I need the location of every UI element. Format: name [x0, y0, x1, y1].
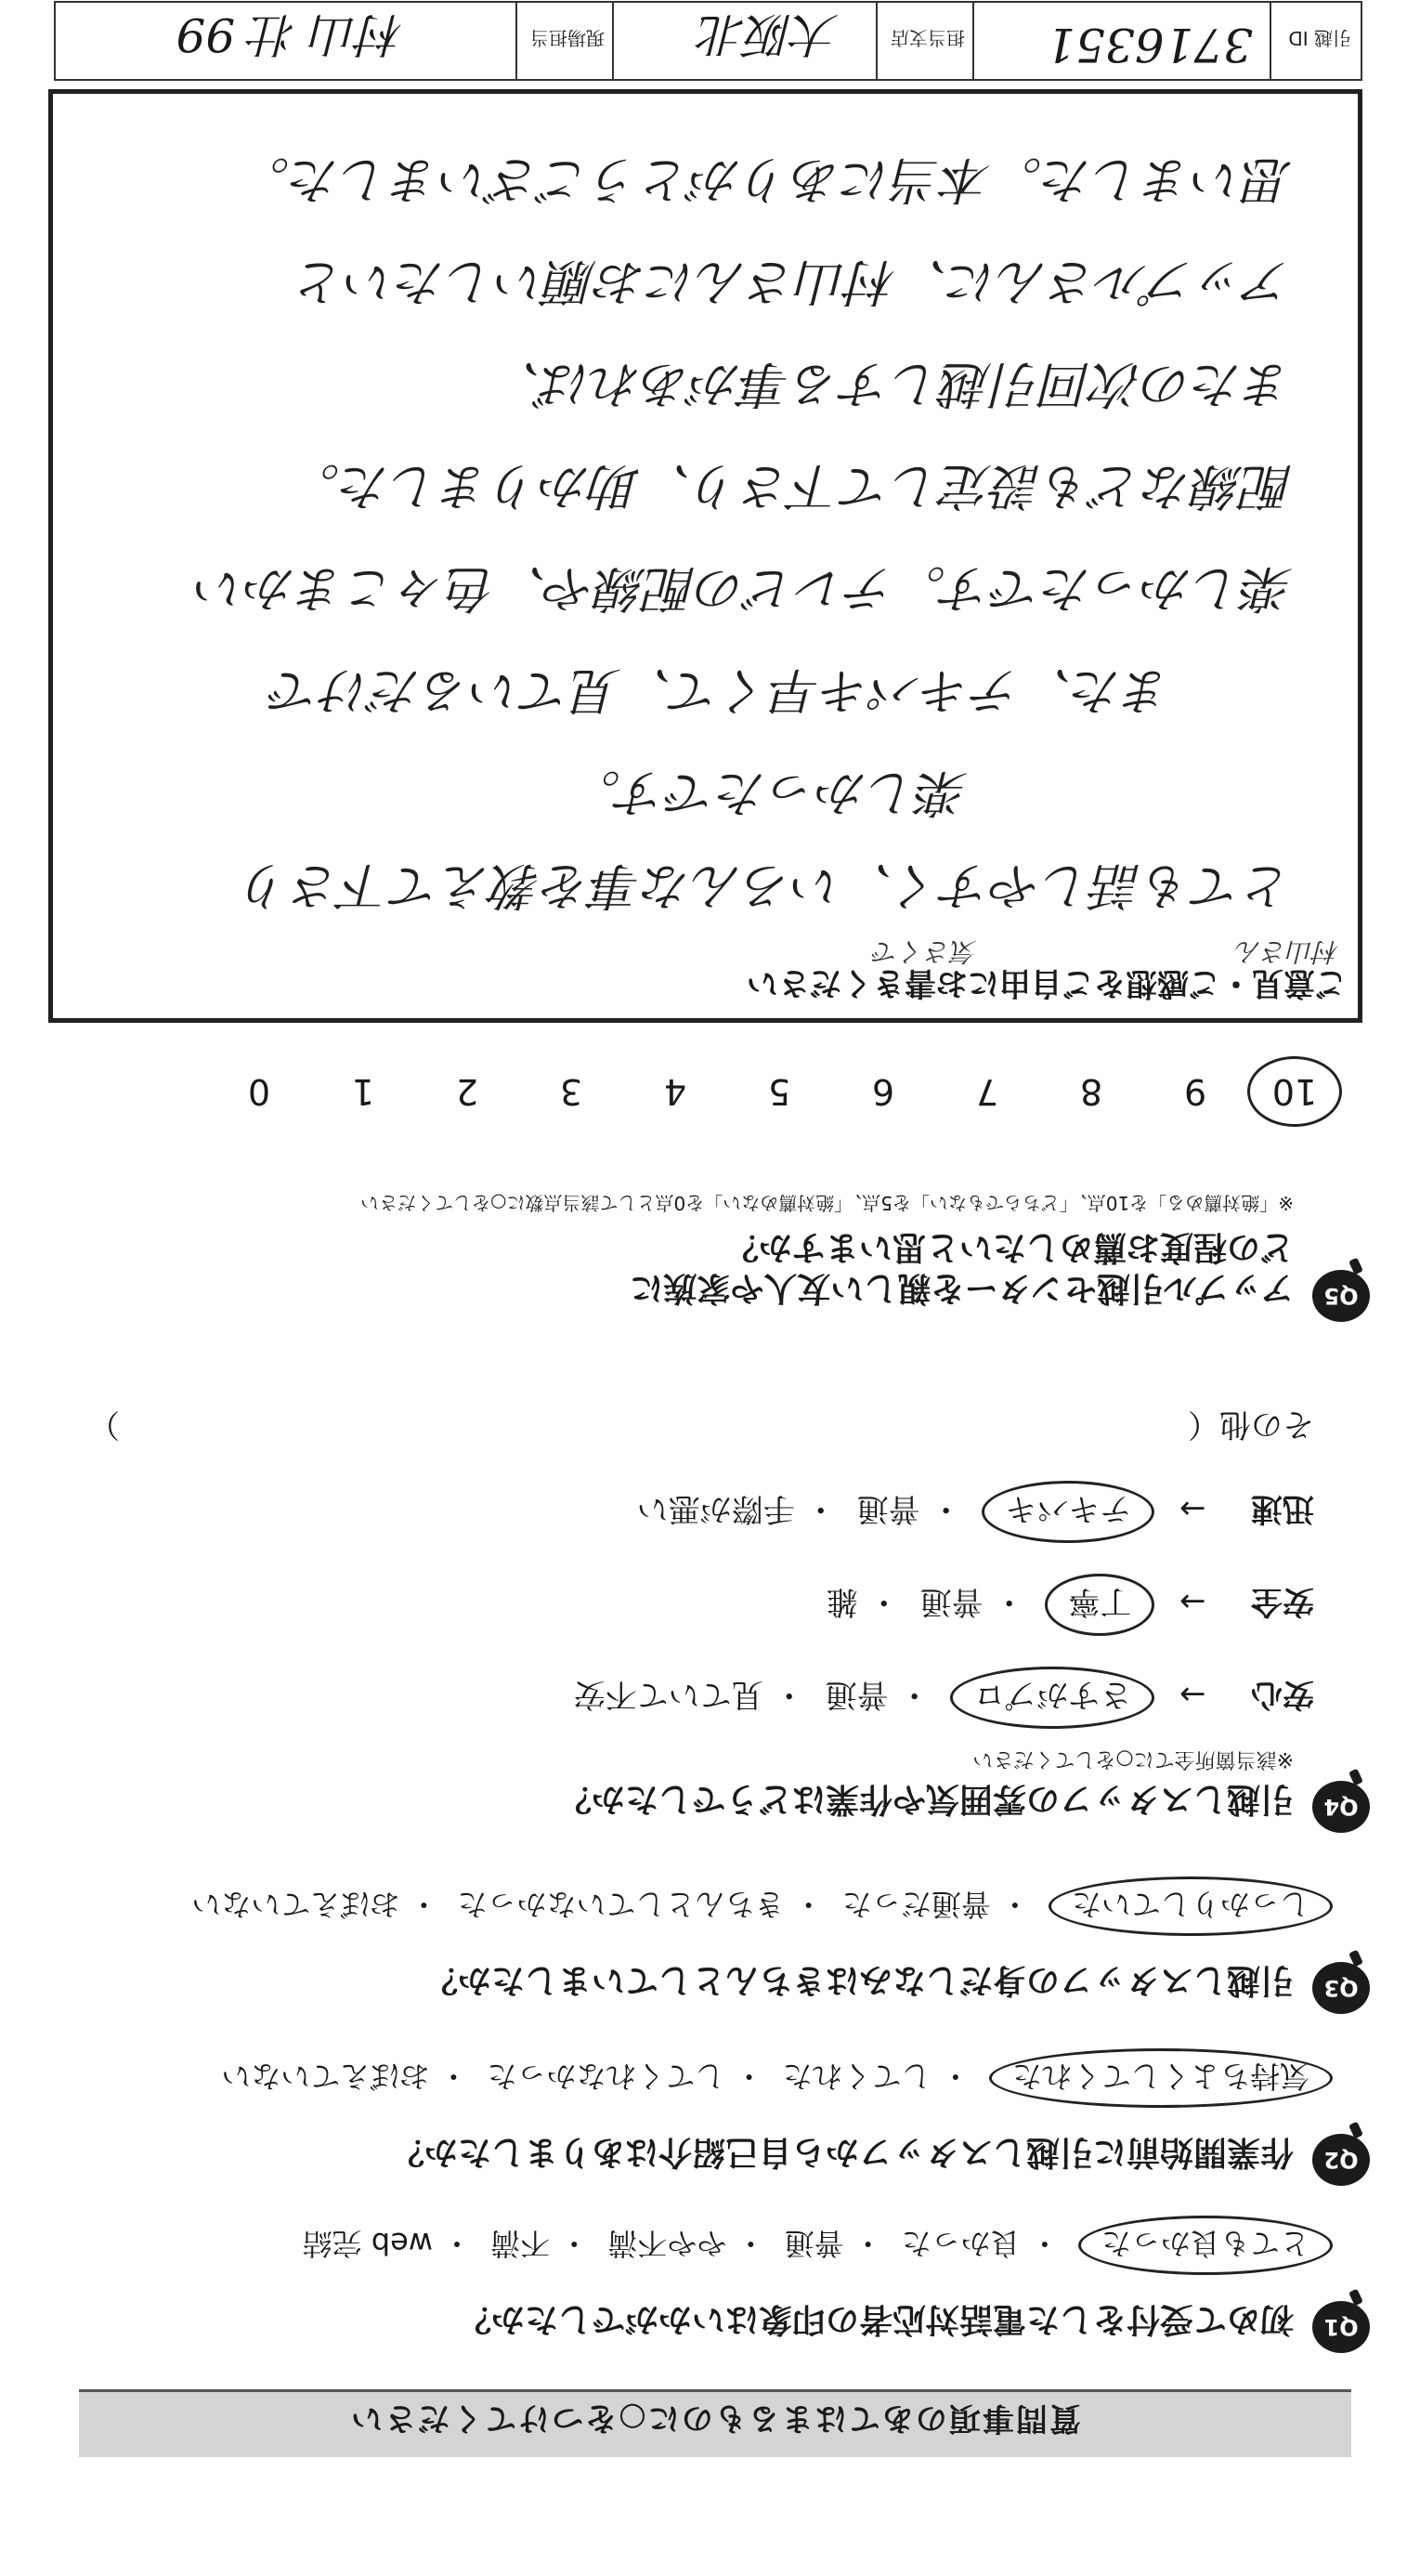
instruction-text: 質問事項のあてはまるものに○をつけてください [349, 2399, 1081, 2437]
margin-note: 気さくで [872, 936, 977, 967]
q3-text: 引越しスタッフの身だしなみはきちんとしていましたか？ [423, 1961, 1294, 1999]
q1-text: 初めて受付をした電話対応者の印象はいかがでしたか？ [457, 2300, 1294, 2338]
q2-option[interactable]: してくれなかった [487, 2059, 725, 2094]
q4-option-selected[interactable]: さすがプロ [950, 1667, 1154, 1729]
handwritten-line: 配線なども設定して下さり、助かりました。 [290, 457, 1293, 516]
q4-note: ※該当箇所全てに○をしてください [972, 1747, 1294, 1771]
q4-option[interactable]: 普通 [825, 1676, 889, 1713]
q3-option[interactable]: きちんとしていなかった [457, 1887, 785, 1922]
handwritten-line: とても話しやすく、いろんな事を教えて下さり [241, 856, 1293, 915]
q1-options: とても良かった ・良かった ・普通 ・やや不満 ・不満 ・web 完結 [293, 2216, 1333, 2275]
q4-badge-icon: Q4 [1312, 1781, 1370, 1833]
q1-option[interactable]: 普通 [784, 2226, 844, 2261]
move-id-value: 3716351 [1046, 18, 1253, 72]
q4-option-selected[interactable]: テキパキ [982, 1481, 1154, 1543]
arrow-right-icon: → [1179, 1583, 1206, 1620]
handwritten-line: また、テキパキ早くて、見ているだけで [270, 661, 1172, 720]
q4-option[interactable]: 見ていて不安 [573, 1676, 763, 1713]
comments-title: ご意見・ご感想をご自由にお書きください [747, 964, 1347, 1001]
leader-value: 村山 壮 99 [176, 7, 404, 61]
q5-score-scale [207, 1056, 1342, 1127]
q1-option-selected[interactable]: とても良かった [1078, 2216, 1333, 2275]
q4-text: 引越しスタッフの雰囲気や作業はどうでしたか？ [557, 1780, 1294, 1818]
office-use-row [54, 1, 1362, 81]
comments-box[interactable] [48, 89, 1362, 1023]
q3-options: しっかりしていた ・普通だった ・きちんとしていなかった ・おぼえていない [182, 1876, 1333, 1936]
leader-cell [54, 3, 517, 79]
q5-score[interactable]: 5 [767, 1071, 791, 1112]
question-5 [70, 1136, 1370, 1322]
move-id-label: 引越 ID [1288, 27, 1351, 49]
q5-note: ※「絶対薦める」を10点、「どちらでもない」を5点、「絶対薦めない」を0点として該当点数に○をしてください [360, 1192, 1294, 1214]
q4-other-label: その他（ [1188, 1406, 1314, 1443]
margin-note: 村山さん [1234, 936, 1339, 967]
question-1 [70, 2204, 1370, 2353]
q5-score[interactable]: 1 [351, 1071, 375, 1112]
instruction-band [79, 2389, 1351, 2457]
q4-row-label: 迅速 [1251, 1490, 1314, 1527]
q4-other-close: ） [88, 1406, 120, 1443]
arrow-right-icon: → [1179, 1676, 1206, 1713]
q4-row-label: 安全 [1251, 1583, 1314, 1620]
q4-row-jinsoku: 迅速 → テキパキ ・普通 ・手際が悪い [637, 1481, 1314, 1543]
q5-text-line2: どの程度お薦めしたいと思いますか？ [724, 1228, 1294, 1266]
q5-score[interactable]: 7 [975, 1071, 999, 1112]
question-2 [70, 2037, 1370, 2186]
q2-text: 作業開始前に引越しスタッフから自己紹介はありましたか？ [390, 2133, 1294, 2171]
q3-option-selected[interactable]: しっかりしていた [1049, 1876, 1333, 1936]
leader-label-cell [515, 3, 614, 79]
q1-option[interactable]: 良かった [901, 2226, 1021, 2261]
move-id-label-cell [1271, 3, 1361, 79]
q1-badge-icon: Q1 [1312, 2301, 1370, 2353]
q5-score[interactable]: 6 [871, 1071, 895, 1112]
q1-option[interactable]: web 完結 [302, 2226, 433, 2261]
q5-badge-icon: Q5 [1312, 1270, 1370, 1322]
handwritten-line: アップルさんに、村山さんにお願いしたいと [294, 253, 1293, 311]
q5-score-selected[interactable]: 10 [1247, 1056, 1342, 1127]
q2-option[interactable]: してくれた [782, 2059, 931, 2094]
q5-text-line1: アップル引越センターを親しい友人や家族に [630, 1269, 1294, 1307]
q2-badge-icon: Q2 [1312, 2134, 1370, 2186]
q2-options: 気持ちよくしてくれた ・してくれた ・してくれなかった ・おぼえていない [212, 2048, 1333, 2108]
handwritten-line: 思いました。本当にありがとうございました。 [240, 150, 1293, 209]
handwritten-line: またの次回引越しする事があれば、 [490, 355, 1293, 413]
move-id-cell [972, 3, 1271, 79]
q4-option-selected[interactable]: 丁寧 [1045, 1574, 1154, 1636]
branch-value: 大阪北 [699, 7, 839, 61]
branch-label: 担当支店 [891, 27, 965, 49]
q4-row-anzen: 安全 → 丁寧 ・普通 ・雑 [827, 1574, 1314, 1636]
q4-option[interactable]: 普通 [919, 1583, 984, 1620]
q1-option[interactable]: やや不満 [607, 2226, 727, 2261]
q3-option[interactable]: 普通だった [841, 1887, 991, 1922]
q5-score[interactable]: 3 [559, 1071, 583, 1112]
q5-score[interactable]: 4 [663, 1071, 687, 1112]
q3-option[interactable]: おぼえていない [191, 1887, 400, 1922]
q4-option[interactable]: 雑 [826, 1583, 858, 1620]
q4-row-label: 安心 [1251, 1676, 1314, 1713]
q5-score[interactable]: 0 [247, 1071, 271, 1112]
q5-score[interactable]: 9 [1183, 1071, 1207, 1112]
q4-option[interactable]: 手際が悪い [636, 1490, 795, 1527]
handwritten-line: 楽しかったです。 [570, 764, 968, 822]
q2-option[interactable]: おぼえていない [221, 2059, 430, 2094]
q5-score[interactable]: 8 [1079, 1071, 1103, 1112]
q5-score[interactable]: 2 [455, 1071, 479, 1112]
q4-option[interactable]: 普通 [856, 1490, 920, 1527]
question-4 [70, 1387, 1370, 1833]
q3-badge-icon: Q3 [1312, 1962, 1370, 2014]
q4-row-anshin: 安心 → さすがプロ ・普通 ・見ていて不安 [574, 1667, 1314, 1729]
handwritten-line: 楽しかったです。テレビの配線や、色々こまかい [195, 559, 1293, 618]
q2-option-selected[interactable]: 気持ちよくしてくれた [989, 2048, 1333, 2108]
branch-label-cell [876, 3, 974, 79]
q1-option[interactable]: 不満 [490, 2226, 551, 2261]
arrow-right-icon: → [1179, 1490, 1206, 1527]
question-3 [70, 1865, 1370, 2014]
branch-cell [612, 3, 878, 79]
q4-row-other [88, 1405, 1314, 1450]
leader-label: 現場担当 [530, 27, 605, 49]
